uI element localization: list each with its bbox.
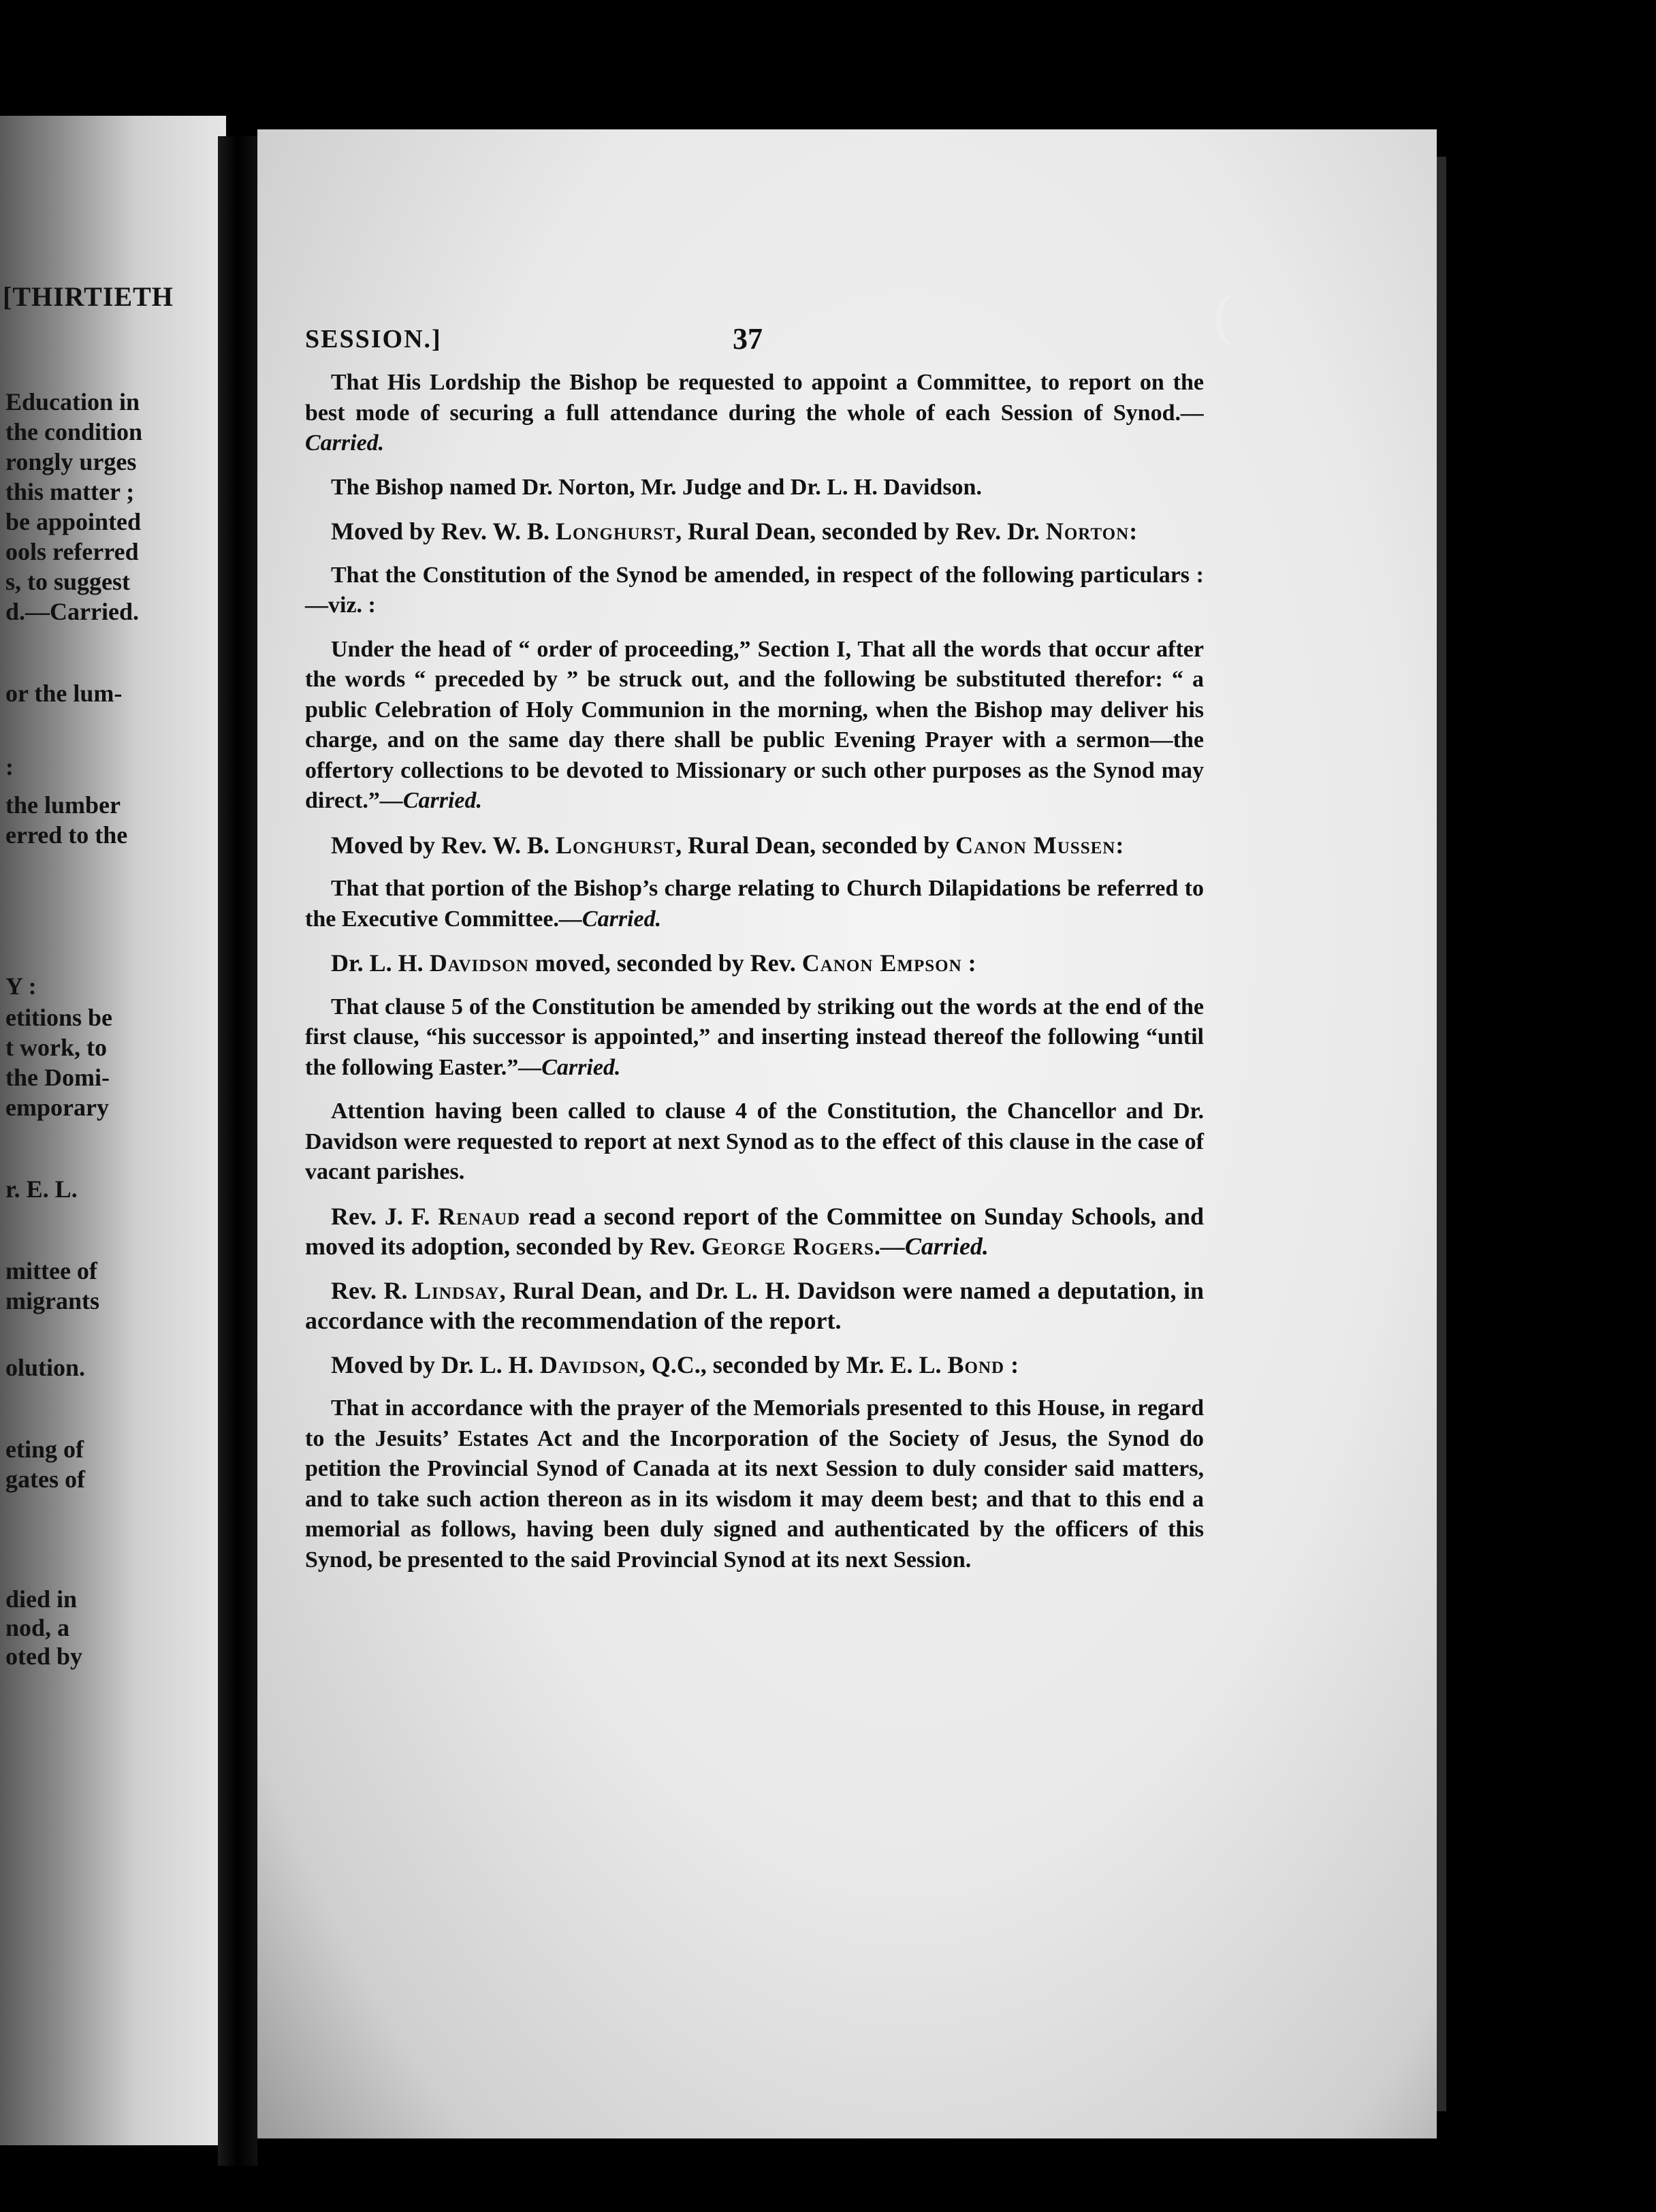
name-smallcaps: Lindsay [415,1276,500,1304]
paragraph [305,1201,1204,1262]
left-page-line: r. E. L. [5,1175,78,1203]
left-page-header: [THIRTIETH [3,281,174,312]
paragraph [305,948,1204,979]
name-smallcaps: Canon Mussen [955,831,1116,859]
left-page-line: this matter ; [5,478,135,505]
paragraph [305,368,1204,459]
left-page-line: migrants [5,1287,99,1314]
paragraph-text: That in accordance with the prayer of the Memorials presented to this House, in regard to the Jesuits’ Estates Act and the Incorporation of the Society of Jesus, the Synod do petition the Provincial Synod of Canada at its next Session to duly consider said matters, and to take such action thereon as in its wisdom it may deem best; and that to this end a memorial as follows, having been duly signed and authenticated by the officers of this Synod, be presented to the said Provincial Synod at its next Session. [305,1395,1204,1573]
paragraph-text: Moved by Dr. L. H. [331,1350,540,1378]
name-smallcaps: Longhurst [556,518,676,545]
carried-note: —Carried. [379,788,483,813]
paragraph-text: That His Lordship the Bishop be requested to appoint a Committee, to report on the best mode of securing a full attendance during the whole of each Session of Synod. [305,370,1204,426]
paragraph [305,1276,1204,1336]
paragraph [305,560,1204,621]
carried-note: —Carried. [518,1054,621,1080]
left-page-line: s, to suggest [5,568,131,595]
paragraph-text: Moved by Rev. W. B. [331,831,556,859]
paragraph-text: : [1129,518,1138,545]
paragraph-text: Rev. J. F. [331,1202,439,1230]
left-page-line: d.—Carried. [5,598,139,625]
page-edge-shadow [1437,157,1446,2111]
left-page-line: the Domi- [5,1064,110,1091]
left-page-line: olution. [5,1354,86,1381]
left-page-line: erred to the [5,821,128,849]
left-page-line: oted by [5,1643,83,1670]
paragraph-text: , Rural Dean, seconded by Rev. Dr. [675,518,1046,545]
carried-note: —Carried. [558,906,662,932]
left-page-line: nod, a [5,1614,70,1641]
left-page-line: or the lum- [5,680,123,707]
paragraph [305,1393,1204,1575]
page-number: 37 [733,322,763,356]
left-page-line: died in [5,1585,78,1613]
left-facing-page [0,116,226,2145]
paragraph-text: Under the head of “ order of proceeding,” Section I, That all the words that occur after the words “ preceded by ” be struck out, and the following be substituted therefor: “ a public Celebration of Holy Communion in the morning, when the Bishop may deliver his charge, and on the same day there shall be public Evening Prayer with a sermon—the offertory collections to be devoted to Missionary or such other purposes as the Synod may direct.” [305,636,1204,813]
left-page-line: Y : [5,973,37,1000]
name-smallcaps: Bond [947,1350,1005,1378]
paragraph-text: That clause 5 of the Constitution be amended by striking out the words at the end of the first clause, “his successor is appointed,” and inserting instead thereof the following “until the following Easter.” [305,994,1204,1080]
paragraph-text: : [1115,831,1124,859]
paragraph-text: read a second report of the Committee on Sunday Schools, and moved its adoption, seconded by Rev. [305,1202,1204,1260]
left-page-line: gates of [5,1466,85,1493]
name-smallcaps: George Rogers [701,1233,874,1260]
left-page-line: the condition [5,418,143,445]
paragraph-text: Rev. R. [331,1276,415,1304]
carried-note: —Carried. [880,1233,989,1260]
paragraph [305,992,1204,1084]
left-page-line: emporary [5,1094,109,1121]
name-smallcaps: Canon Empson [801,949,962,977]
paragraph [305,635,1204,817]
left-page-line: etitions be [5,1004,112,1031]
paragraph-text: Dr. L. H. [331,949,430,977]
paragraph-text: That the Constitution of the Synod be amended, in respect of the following particulars :—viz. : [305,562,1204,618]
name-smallcaps: Longhurst [556,831,676,859]
paragraph [305,874,1204,934]
paragraph-text: , Rural Dean, and Dr. L. H. Davidson were named a deputation, in accordance with the recommendation of the report. [305,1276,1204,1334]
left-page-line: rongly urges [5,448,137,475]
left-page-line: Education in [5,388,140,415]
paragraph-text: That that portion of the Bishop’s charge relating to Church Dilapidations be referred to the Executive Committee. [305,876,1204,932]
paragraph-text: Attention having been called to clause 4 of the Constitution, the Chancellor and Dr. Davidson were requested to report at next Synod as to the effect of this clause in the case of vacant parishes. [305,1099,1204,1184]
paragraph-text: moved, seconded by Rev. [528,949,802,977]
left-page-line: the lumber [5,791,121,819]
paragraph-text: Moved by Rev. W. B. [331,518,556,545]
paragraph-text: , Rural Dean, seconded by [675,831,956,859]
left-page-line: t work, to [5,1034,107,1061]
paragraph [305,516,1204,547]
book-gutter [218,136,257,2166]
handwritten-mark: ( [1212,286,1234,349]
name-smallcaps: Norton [1045,518,1130,545]
paragraph-text: , Q.C., seconded by Mr. E. L. [639,1350,948,1378]
carried-note: —Carried. [305,400,1204,456]
running-head-section: SESSION.] [305,325,442,353]
paragraph [305,473,1204,503]
paragraph [305,1096,1204,1188]
left-page-line: mittee of [5,1257,97,1284]
paragraph-text: . [874,1233,880,1260]
running-head [305,321,1197,360]
paragraph-text: : [961,949,976,977]
left-page-line: : [5,753,14,780]
name-smallcaps: Davidson [539,1350,639,1378]
name-smallcaps: Davidson [429,949,529,977]
paragraph [305,1350,1204,1380]
left-page-line: eting of [5,1436,84,1463]
page-body [305,368,1204,1589]
paragraph-text: The Bishop named Dr. Norton, Mr. Judge and Dr. L. H. Davidson. [331,474,982,500]
name-smallcaps: Renaud [438,1202,521,1230]
left-page-line: ools referred [5,538,139,565]
left-page-line: be appointed [5,508,142,535]
paragraph-text: : [1004,1350,1019,1378]
paragraph [305,830,1204,861]
